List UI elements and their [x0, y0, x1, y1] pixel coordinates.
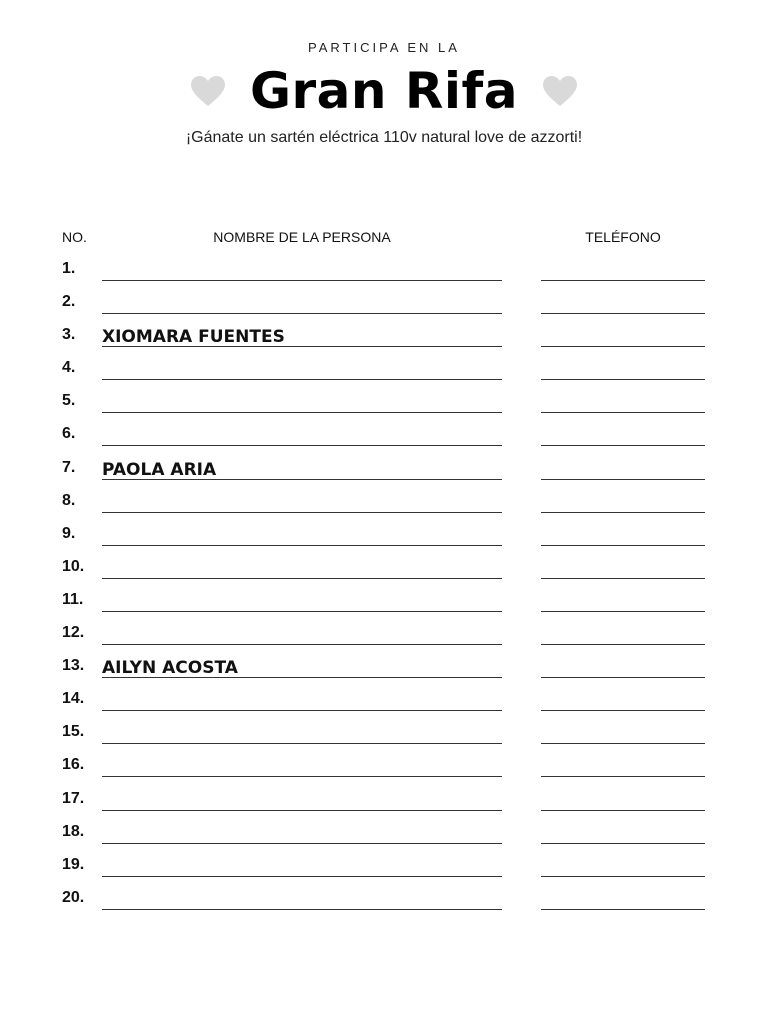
name-field[interactable]	[102, 521, 502, 546]
row-number: 16.	[62, 756, 85, 774]
table-row	[0, 653, 768, 686]
phone-field[interactable]	[541, 256, 705, 281]
phone-field[interactable]	[541, 421, 705, 446]
table-row	[0, 819, 768, 852]
phone-field[interactable]	[541, 752, 705, 777]
row-number: 3.	[62, 326, 76, 344]
heart-icon-shape	[543, 76, 577, 106]
table-row	[0, 388, 768, 421]
table-row	[0, 852, 768, 885]
name-value: AILYN ACOSTA	[102, 658, 238, 679]
name-field[interactable]	[102, 289, 502, 314]
column-header-phone: TELÉFONO	[585, 229, 661, 245]
row-number: 10.	[62, 557, 85, 575]
row-number: 7.	[62, 458, 76, 476]
row-number: 14.	[62, 690, 85, 708]
phone-field[interactable]	[541, 521, 705, 546]
table-row	[0, 289, 768, 322]
phone-field[interactable]	[541, 355, 705, 380]
row-number: 12.	[62, 624, 85, 642]
phone-field[interactable]	[541, 885, 705, 910]
table-row	[0, 885, 768, 918]
table-row	[0, 752, 768, 785]
name-field[interactable]	[102, 786, 502, 811]
phone-field[interactable]	[541, 587, 705, 612]
name-field[interactable]	[102, 388, 502, 413]
name-field[interactable]	[102, 852, 502, 877]
heart-icon	[542, 75, 578, 107]
row-number: 19.	[62, 855, 85, 873]
name-field[interactable]	[102, 719, 502, 744]
row-number: 2.	[62, 293, 76, 311]
row-number: 9.	[62, 524, 76, 542]
heart-icon	[190, 75, 226, 107]
phone-field[interactable]	[541, 686, 705, 711]
name-field[interactable]	[102, 488, 502, 513]
row-number: 18.	[62, 822, 85, 840]
row-number: 1.	[62, 260, 76, 277]
subtitle: ¡Gánate un sartén eléctrica 110v natural love de azzorti!	[185, 129, 583, 146]
name-field[interactable]	[102, 455, 502, 480]
page-title: Gran Rifa	[249, 62, 519, 120]
name-field[interactable]	[102, 554, 502, 579]
name-field[interactable]	[102, 620, 502, 645]
pre-title: PARTICIPA EN LA	[308, 40, 460, 55]
row-number: 6.	[62, 425, 76, 443]
name-field[interactable]	[102, 322, 502, 347]
table-row	[0, 488, 768, 521]
name-value: XIOMARA FUENTES	[102, 327, 285, 348]
row-number: 20.	[62, 888, 85, 906]
name-field[interactable]	[102, 587, 502, 612]
table-header	[0, 229, 768, 247]
column-header-no: NO.	[62, 229, 87, 245]
table-row	[0, 587, 768, 620]
heart-icon-shape	[191, 76, 225, 106]
phone-field[interactable]	[541, 852, 705, 877]
row-number: 13.	[62, 657, 85, 675]
phone-field[interactable]	[541, 819, 705, 844]
table-row	[0, 521, 768, 554]
name-field[interactable]	[102, 686, 502, 711]
table-row	[0, 686, 768, 719]
table-row	[0, 256, 768, 289]
raffle-list	[0, 256, 768, 918]
row-number: 11.	[62, 590, 84, 608]
phone-field[interactable]	[541, 786, 705, 811]
name-value: PAOLA ARIA	[102, 459, 217, 480]
name-field[interactable]	[102, 819, 502, 844]
phone-field[interactable]	[541, 322, 705, 347]
table-row	[0, 355, 768, 388]
name-field[interactable]	[102, 256, 502, 281]
phone-field[interactable]	[541, 455, 705, 480]
table-row	[0, 719, 768, 752]
table-row	[0, 421, 768, 454]
phone-field[interactable]	[541, 653, 705, 678]
phone-field[interactable]	[541, 488, 705, 513]
phone-field[interactable]	[541, 289, 705, 314]
table-row	[0, 620, 768, 653]
name-field[interactable]	[102, 653, 502, 678]
title-row	[0, 60, 768, 122]
table-row	[0, 786, 768, 819]
row-number: 4.	[62, 359, 76, 377]
phone-field[interactable]	[541, 388, 705, 413]
row-number: 8.	[62, 491, 76, 509]
phone-field[interactable]	[541, 620, 705, 645]
name-field[interactable]	[102, 421, 502, 446]
table-row	[0, 455, 768, 488]
phone-field[interactable]	[541, 554, 705, 579]
table-row	[0, 322, 768, 355]
row-number: 15.	[62, 723, 85, 741]
name-field[interactable]	[102, 752, 502, 777]
row-number: 5.	[62, 392, 76, 410]
column-header-name: NOMBRE DE LA PERSONA	[213, 229, 391, 245]
table-row	[0, 554, 768, 587]
row-number: 17.	[62, 789, 85, 807]
phone-field[interactable]	[541, 719, 705, 744]
name-field[interactable]	[102, 355, 502, 380]
name-field[interactable]	[102, 885, 502, 910]
